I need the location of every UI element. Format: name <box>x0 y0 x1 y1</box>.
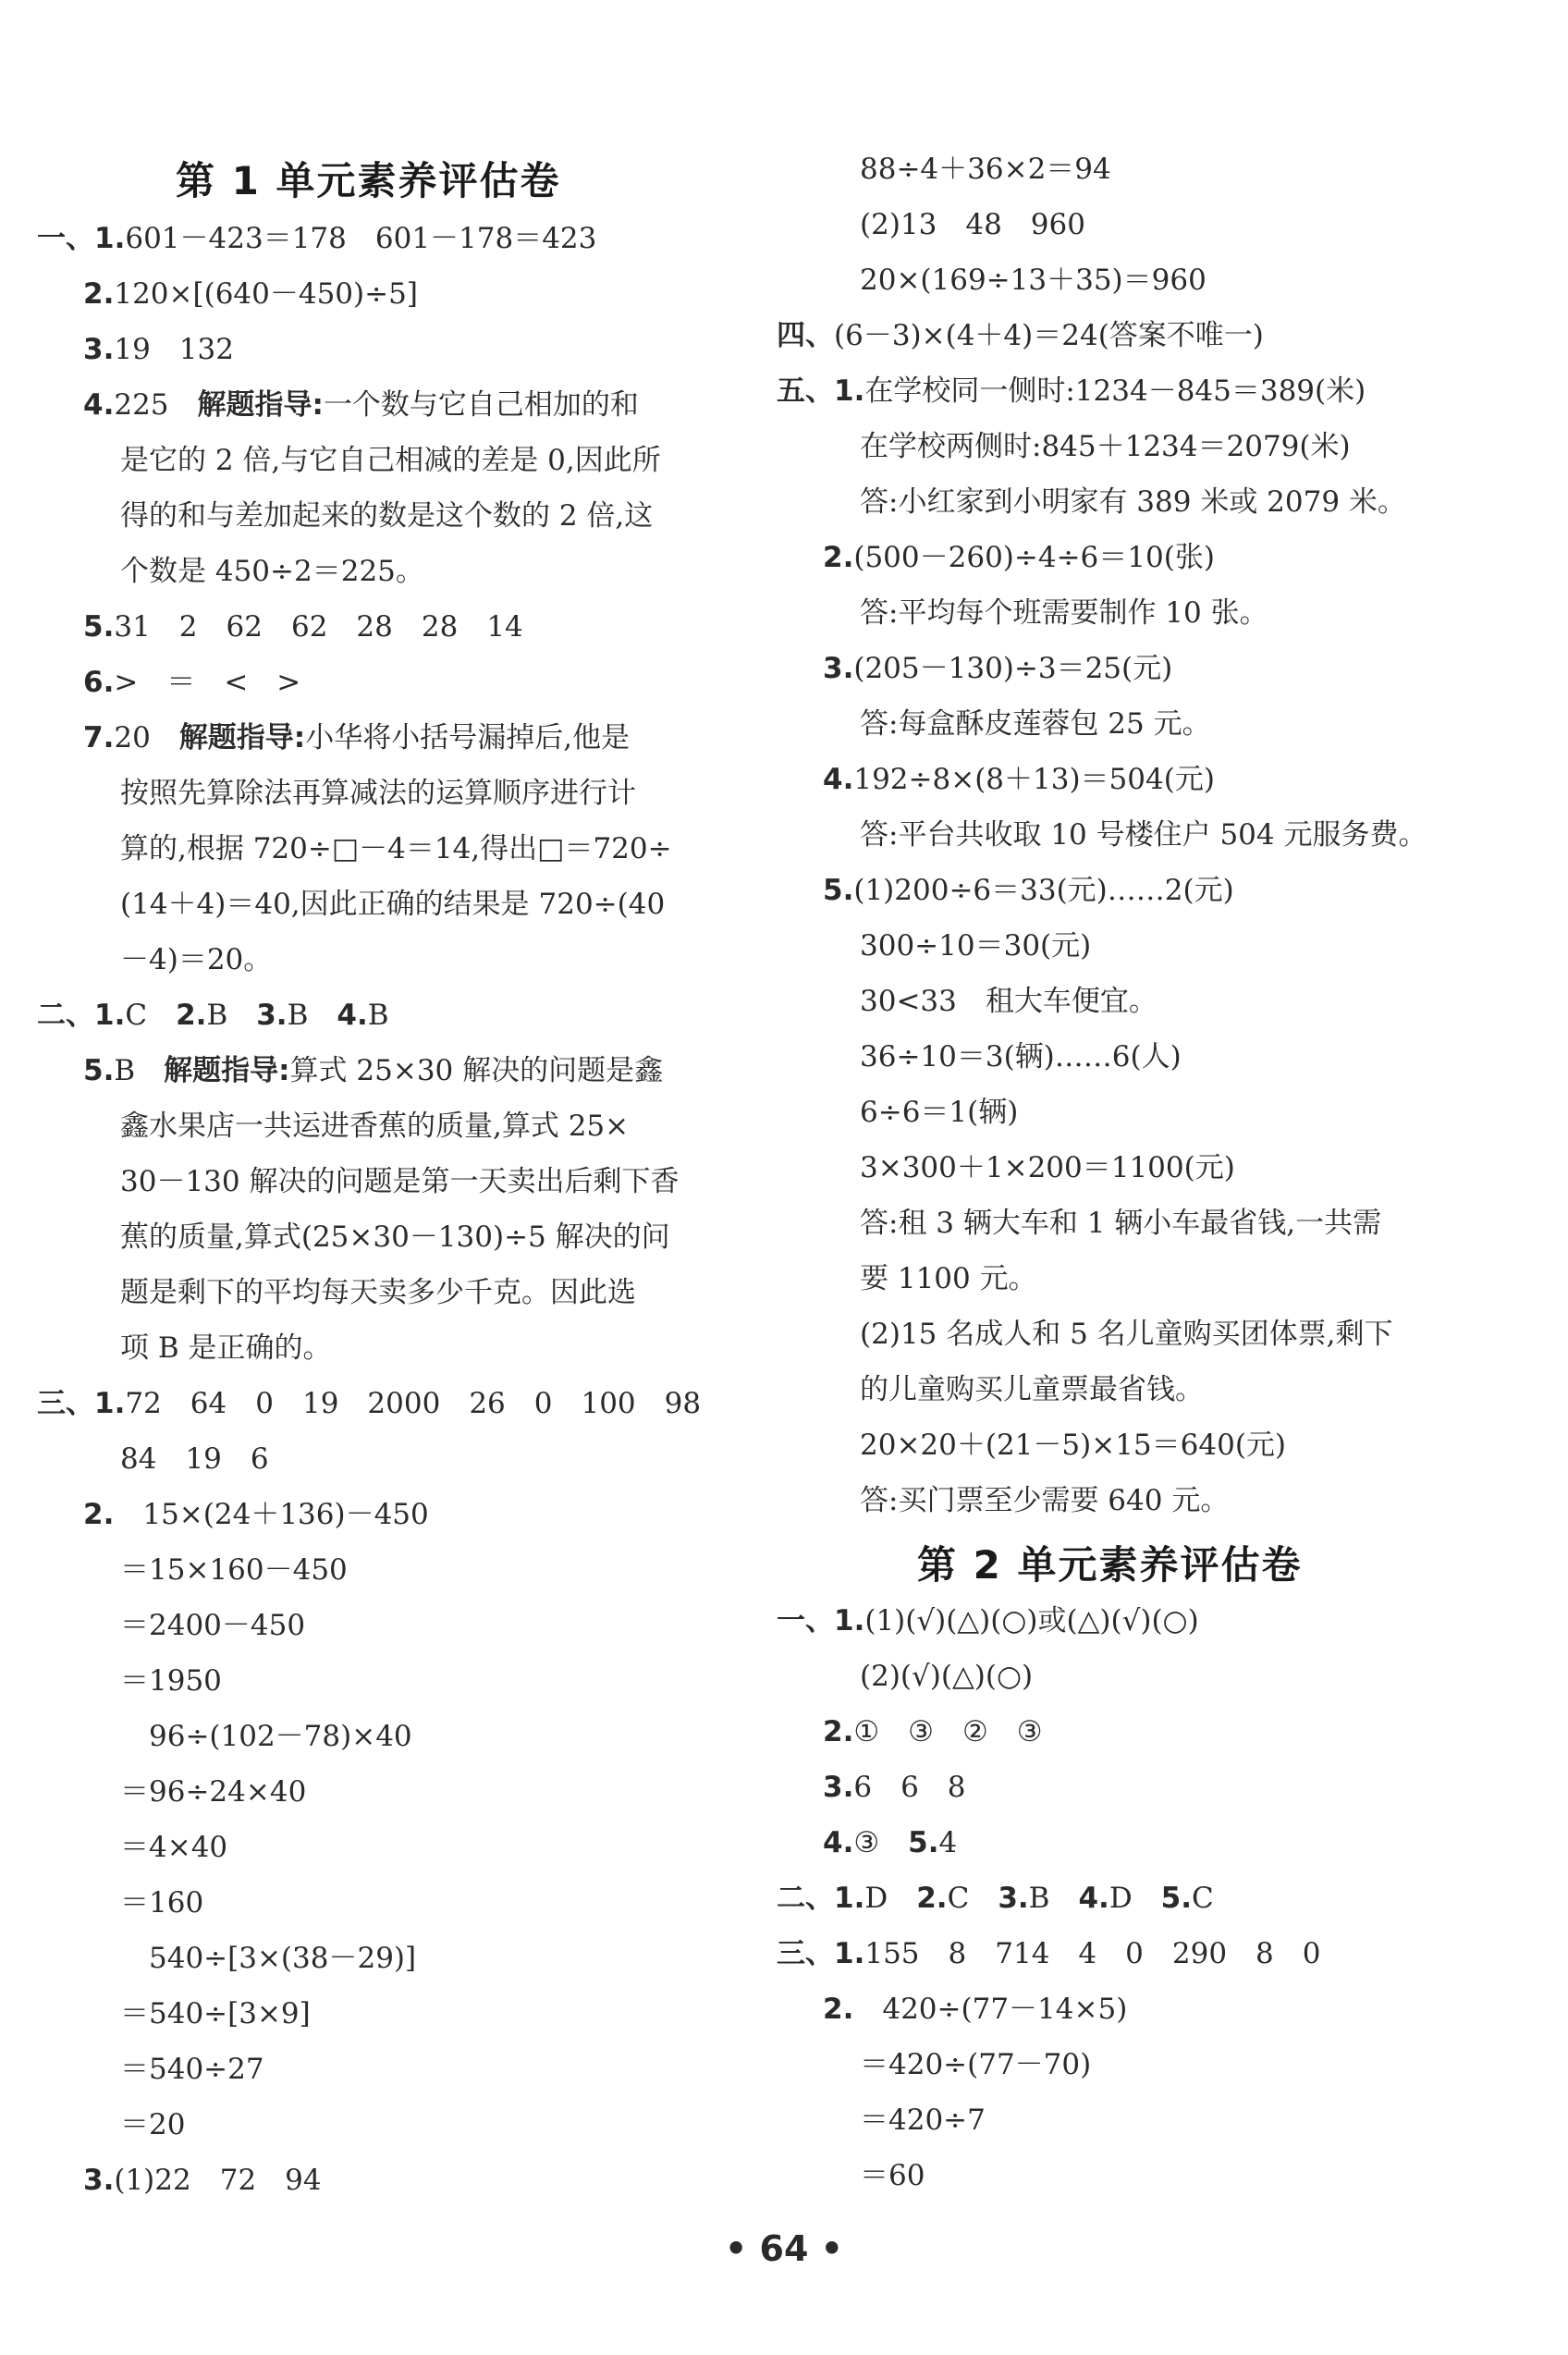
answer-text: 31 2 62 62 28 28 14 <box>114 610 523 644</box>
answer-text: 192÷8×(8＋13)＝504(元) <box>853 763 1215 796</box>
answer-line <box>823 1991 1127 2028</box>
answer-line <box>823 539 1215 576</box>
answer-text: 在学校两侧时:845＋1234＝2079(米) <box>860 430 1351 463</box>
answer-text: (14＋4)＝40,因此正确的结果是 720÷(40 <box>120 888 666 921</box>
answer-line <box>83 331 234 368</box>
answer-line <box>823 761 1215 798</box>
answer-text: (2)(√)(△)(○) <box>860 1660 1034 1693</box>
question-number: 2. <box>823 541 854 574</box>
answer-line <box>860 2046 1091 2083</box>
question-number: 5. <box>1160 1882 1193 1915</box>
hint-text: 小华将小括号漏掉后,他是 <box>305 721 631 754</box>
answer-line <box>120 442 661 479</box>
answer-line <box>120 497 653 534</box>
page-number: • 64 • <box>725 2228 843 2269</box>
section-marker: 五、 <box>777 374 834 408</box>
question-number: 4. <box>83 388 115 422</box>
answer-text: ① ③ ② ③ <box>853 1715 1043 1748</box>
answer-line <box>860 983 1158 1020</box>
answer-text: B <box>1028 1882 1079 1915</box>
answer-line <box>860 2157 925 2194</box>
question-number: 3. <box>823 652 854 685</box>
section-marker: 三、 <box>777 1937 834 1970</box>
answer-line <box>120 1330 332 1367</box>
answer-text: 个数是 450÷2＝225。 <box>120 555 424 588</box>
answer-line <box>120 1773 306 1810</box>
answer-line <box>860 1482 1229 1519</box>
question-number: 1. <box>834 1604 865 1637</box>
answer-line <box>83 2162 322 2199</box>
question-number: 1. <box>834 374 865 408</box>
answer-text: 是它的 2 倍,与它自己相减的差是 0,因此所 <box>120 444 661 477</box>
answer-text: ＝15×160－450 <box>120 1553 348 1587</box>
unit2-title: 第 2 单元素养评估卷 <box>917 1542 1303 1588</box>
answer-text: 算的,根据 720÷□－4＝14,得出□＝720÷ <box>120 832 672 865</box>
answer-text: 120×[(640－450)÷5] <box>114 277 418 311</box>
question-number: 2. <box>916 1882 948 1915</box>
answer-text: (1)200÷6＝33(元)……2(元) <box>853 874 1234 907</box>
answer-text: ＝540÷[3×9] <box>120 1997 311 2030</box>
question-number: 5. <box>83 610 115 644</box>
answer-line <box>120 1829 227 1866</box>
answer-text: 鑫水果店一共运进香蕉的质量,算式 25× <box>120 1110 630 1143</box>
answer-line <box>860 1658 1033 1695</box>
answer-line <box>860 1260 1037 1297</box>
question-number: 3. <box>256 999 288 1032</box>
answer-text: 的儿童购买儿童票最省钱。 <box>860 1373 1204 1406</box>
answer-text: 601－423＝178 601－178＝423 <box>125 222 597 255</box>
answer-line <box>860 816 1427 853</box>
answer-text: 在学校同一侧时:1234－845＝389(米) <box>864 374 1366 408</box>
answer-line <box>83 276 418 313</box>
answer-text: 420÷(77－14×5) <box>853 1993 1128 2026</box>
answer-line <box>860 1371 1204 1408</box>
answer-line <box>83 1496 429 1533</box>
question-number: 3. <box>83 333 115 366</box>
answer-text: (6－3)×(4＋4)＝24(答案不唯一) <box>834 319 1264 352</box>
answer-text: 72 64 0 19 2000 26 0 100 98 <box>125 1387 702 1420</box>
answer-text: B <box>287 999 337 1032</box>
answer-line <box>83 719 630 756</box>
answer-text: ＝160 <box>120 1886 204 1920</box>
answer-text: C <box>125 999 177 1032</box>
question-number: 2. <box>83 1498 115 1531</box>
answer-text: C <box>947 1882 998 1915</box>
answer-line <box>777 373 1366 410</box>
hint-label: 解题指导: <box>178 721 306 754</box>
answer-line <box>120 553 424 590</box>
question-number: 2. <box>823 1993 854 2026</box>
answer-line <box>777 1602 1199 1639</box>
answer-line <box>120 886 665 923</box>
answer-text: ＝96÷24×40 <box>120 1775 307 1809</box>
answer-text: B <box>114 1054 165 1087</box>
answer-line <box>823 872 1234 909</box>
answer-text: 155 8 714 4 0 290 8 0 <box>864 1937 1321 1970</box>
answer-text: 225 <box>114 388 198 422</box>
answer-text: 蕉的质量,算式(25×30－130)÷5 解决的问 <box>120 1220 670 1254</box>
section-marker: 四、 <box>777 319 834 352</box>
answer-line <box>120 1662 222 1699</box>
answer-line <box>83 608 523 645</box>
answer-line <box>120 1441 269 1478</box>
answer-line <box>120 1108 629 1145</box>
question-number: 1. <box>834 1882 865 1915</box>
answer-text: C <box>1192 1882 1214 1915</box>
answer-text: ＝60 <box>860 2159 925 2192</box>
answer-line <box>120 1163 679 1200</box>
answer-line <box>37 997 389 1034</box>
answer-line <box>83 664 300 701</box>
answer-line <box>777 317 1264 354</box>
answer-text: 按照先算除法再算减法的运算顺序进行计 <box>120 777 636 810</box>
answer-line <box>860 1038 1182 1075</box>
answer-line <box>120 1940 416 1977</box>
answer-text: 84 19 6 <box>120 1442 269 1476</box>
answer-line <box>823 1824 957 1861</box>
answer-text: 得的和与差加起来的数是这个数的 2 倍,这 <box>120 499 654 533</box>
answer-text: 20 <box>114 721 179 754</box>
question-number: 4. <box>337 999 368 1032</box>
answer-text: (2)15 名成人和 5 名儿童购买团体票,剩下 <box>860 1318 1393 1351</box>
answer-text: > ＝ < > <box>114 666 301 699</box>
answer-line <box>860 206 1085 243</box>
section-marker: 二、 <box>37 999 94 1032</box>
answer-text: ＝420÷7 <box>860 2104 986 2137</box>
question-number: 6. <box>83 666 115 699</box>
answer-text: 答:买门票至少需要 640 元。 <box>860 1484 1230 1517</box>
answer-line <box>120 941 272 978</box>
answer-line <box>860 927 1091 964</box>
answer-text: ＝20 <box>120 2108 186 2141</box>
answer-text: 20×(169÷13＋35)＝960 <box>860 264 1207 297</box>
answer-text: ＝1950 <box>120 1664 222 1698</box>
answer-text: 答:平均每个班需要制作 10 张。 <box>860 596 1268 630</box>
answer-text: 项 B 是正确的。 <box>120 1331 332 1365</box>
question-number: 4. <box>823 1826 854 1859</box>
answer-text: ＝4×40 <box>120 1831 228 1864</box>
hint-label: 解题指导: <box>164 1054 290 1087</box>
answer-line <box>860 428 1351 465</box>
answer-line <box>860 262 1207 299</box>
answer-text: (500－260)÷4÷6＝10(张) <box>853 541 1215 574</box>
answer-line <box>120 830 672 867</box>
hint-label: 解题指导: <box>197 388 324 422</box>
answer-line <box>120 775 636 812</box>
answer-line <box>120 1552 348 1588</box>
answer-line <box>860 1149 1235 1186</box>
answer-text: 88÷4＋36×2＝94 <box>860 153 1111 186</box>
section-marker: 二、 <box>777 1882 834 1915</box>
answer-text: B <box>367 999 389 1032</box>
answer-text: 3×300＋1×200＝1100(元) <box>860 1151 1235 1184</box>
answer-line <box>120 1274 636 1311</box>
answer-text: B <box>206 999 257 1032</box>
answer-line <box>120 1607 305 1644</box>
answer-line <box>83 1052 663 1089</box>
answer-line <box>823 650 1172 687</box>
answer-text: 要 1100 元。 <box>860 1262 1037 1295</box>
answer-line <box>860 484 1406 521</box>
answer-line <box>860 1094 1018 1131</box>
question-number: 4. <box>823 763 854 796</box>
question-number: 3. <box>823 1771 854 1804</box>
answer-line <box>823 1713 1043 1750</box>
answer-line <box>120 1884 203 1921</box>
answer-line <box>823 1769 966 1806</box>
answer-text: －4)＝20。 <box>120 943 273 976</box>
answer-text: 4 <box>938 1826 958 1859</box>
question-number: 1. <box>834 1937 865 1970</box>
answer-text: 答:租 3 辆大车和 1 辆小车最省钱,一共需 <box>860 1207 1382 1240</box>
question-number: 2. <box>176 999 207 1032</box>
answer-text: 540÷[3×(38－29)] <box>120 1942 417 1975</box>
question-number: 5. <box>823 874 854 907</box>
answer-text: (205－130)÷3＝25(元) <box>853 652 1173 685</box>
answer-text: D <box>1109 1882 1161 1915</box>
answer-text: 96÷(102－78)×40 <box>120 1720 412 1753</box>
section-marker: 三、 <box>37 1387 94 1420</box>
hint-text: 一个数与它自己相加的和 <box>323 388 639 422</box>
answer-text: 答:小红家到小明家有 389 米或 2079 米。 <box>860 485 1406 519</box>
question-number: 5. <box>908 1826 939 1859</box>
answer-text: ＝540÷27 <box>120 2053 264 2086</box>
answer-line <box>777 1935 1320 1972</box>
answer-line <box>860 705 1211 742</box>
answer-line <box>37 220 596 257</box>
question-number: 3. <box>998 1882 1029 1915</box>
answer-text: D <box>864 1882 917 1915</box>
question-number: 3. <box>83 2164 115 2197</box>
question-number: 5. <box>83 1054 115 1087</box>
answer-text: 300÷10＝30(元) <box>860 929 1092 963</box>
section-marker: 一、 <box>777 1604 834 1637</box>
question-number: 2. <box>83 277 115 311</box>
answer-line <box>860 1316 1393 1353</box>
answer-text: 36÷10＝3(辆)……6(人) <box>860 1040 1182 1073</box>
question-number: 2. <box>823 1715 854 1748</box>
answer-line <box>120 1219 670 1256</box>
question-number: 4. <box>1078 1882 1109 1915</box>
question-number: 7. <box>83 721 115 754</box>
answer-line <box>83 386 639 423</box>
answer-text: (2)13 48 960 <box>860 208 1085 241</box>
question-number: 1. <box>94 999 126 1032</box>
answer-line <box>860 1427 1286 1464</box>
answer-line <box>860 151 1111 188</box>
answer-text: 30－130 解决的问题是第一天卖出后剩下香 <box>120 1165 680 1198</box>
answer-text: ＝2400－450 <box>120 1609 306 1642</box>
question-number: 1. <box>94 1387 126 1420</box>
answer-text: (1)(√)(△)(○)或(△)(√)(○) <box>864 1604 1199 1637</box>
answer-line <box>120 2051 264 2088</box>
answer-text: 答:平台共收取 10 号楼住户 504 元服务费。 <box>860 818 1427 852</box>
answer-text: 15×(24＋136)－450 <box>114 1498 429 1531</box>
answer-text: 6÷6＝1(辆) <box>860 1096 1019 1129</box>
answer-text: 20×20＋(21－5)×15＝640(元) <box>860 1429 1287 1462</box>
answer-line <box>120 1718 412 1755</box>
section-marker: 一、 <box>37 222 94 255</box>
answer-line <box>120 2106 185 2143</box>
unit1-title: 第 1 单元素养评估卷 <box>176 158 561 203</box>
question-number: 1. <box>94 222 126 255</box>
answer-text: 题是剩下的平均每天卖多少千克。因此选 <box>120 1276 636 1309</box>
answer-line <box>120 1995 311 2032</box>
answer-text: ＝420÷(77－70) <box>860 2048 1092 2081</box>
answer-text: 19 132 <box>114 333 234 366</box>
answer-line <box>860 595 1268 632</box>
answer-line <box>860 1205 1381 1242</box>
answer-text: (1)22 72 94 <box>114 2164 322 2197</box>
answer-line <box>37 1385 701 1422</box>
answer-text: 30<33 租大车便宜。 <box>860 985 1158 1018</box>
answer-text: 6 6 8 <box>853 1771 966 1804</box>
answer-line <box>777 1880 1214 1917</box>
answer-text: 答:每盒酥皮莲蓉包 25 元。 <box>860 707 1211 741</box>
answer-text: ③ <box>853 1826 909 1859</box>
answer-line <box>860 2102 986 2139</box>
hint-text: 算式 25×30 解决的问题是鑫 <box>289 1054 664 1087</box>
